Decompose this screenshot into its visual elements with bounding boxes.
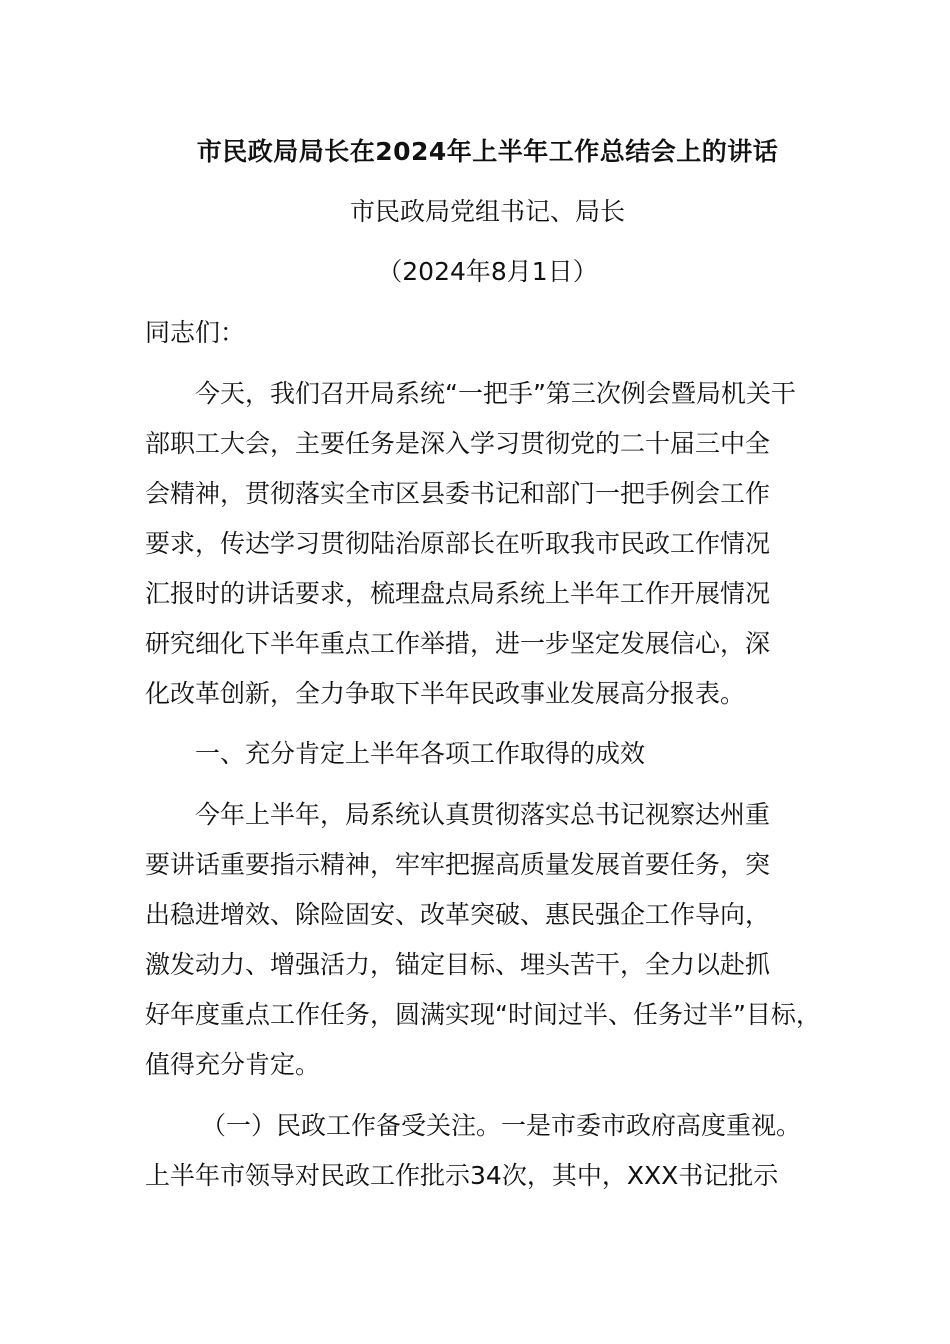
paragraph-line: 要求，传达学习贯彻陆治原部长在听取我市民政工作情况: [145, 529, 771, 558]
paragraph-line: 出稳进增效、除险固安、改革突破、惠民强企工作导向，: [145, 900, 771, 929]
paragraph-line: 部职工大会，主要任务是深入学习贯彻党的二十届三中全: [145, 429, 771, 458]
paragraph-line: 要讲话重要指示精神，牢牢把握高质量发展首要任务，突: [145, 850, 771, 879]
paragraph-line: 激发动力、增强活力，锚定目标、埋头苦干，全力以赴抓: [145, 950, 771, 979]
paragraph-line: 今天，我们召开局系统“一把手”第三次例会暨局机关干: [195, 379, 796, 408]
paragraph-line: 今年上半年，局系统认真贯彻落实总书记视察达州重: [195, 800, 771, 829]
section-heading-text: 一、充分肯定上半年各项工作取得的成效: [195, 739, 646, 768]
paragraph-line: 研究细化下半年重点工作举措，进一步坚定发展信心，深: [145, 629, 771, 658]
paragraph-line: 上半年市领导对民政工作批示34次，其中，XXX书记批示: [145, 1161, 779, 1190]
paragraph-line: 汇报时的讲话要求，梳理盘点局系统上半年工作开展情况: [145, 579, 771, 608]
paragraph-achievements: [145, 790, 830, 1090]
document-content: [145, 128, 830, 1201]
paragraph-line: 会精神，贯彻落实全市区县委书记和部门一把手例会工作: [145, 479, 771, 508]
paragraph-line: 值得充分肯定。: [145, 1050, 321, 1079]
speaker-line: 市民政局党组书记、局长: [349, 197, 625, 226]
paragraph-intro: [145, 369, 830, 719]
paragraph-line: 化改革创新，全力争取下半年民政事业发展高分报表。: [145, 679, 746, 708]
document-title: 市民政局局长在2024年上半年工作总结会上的讲话: [196, 137, 779, 166]
speech-date: （2024年8月1日）: [377, 257, 598, 286]
section-heading: [145, 729, 830, 779]
paragraph-line: 好年度重点工作任务，圆满实现“时间过半、任务过半”目标，: [145, 1000, 821, 1029]
paragraph-line: （一）民政工作备受关注。一是市委市政府高度重视。: [201, 1111, 802, 1140]
paragraph-subsection-1: [145, 1101, 830, 1201]
salutation: 同志们：: [145, 318, 246, 347]
